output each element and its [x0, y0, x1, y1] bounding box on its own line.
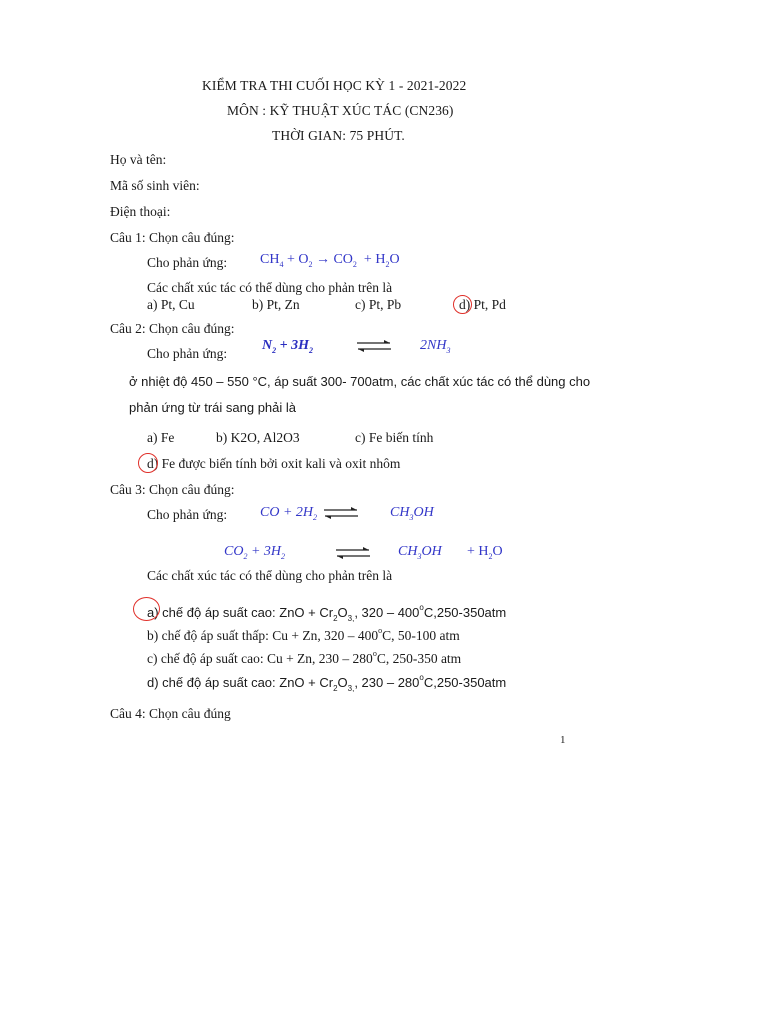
exam-title: KIỂM TRA THI CUỐI HỌC KỲ 1 - 2021-2022: [202, 78, 467, 93]
duration-line: THỜI GIAN: 75 PHÚT.: [272, 128, 405, 143]
q2-reaction-label: Cho phản ứng:: [147, 346, 228, 361]
q3-option-c: c) chế độ áp suất cao: Cu + Zn, 230 – 280$^o$C, 250-350 atm: [147, 649, 462, 666]
q3-reaction1-reactants: CO + $2H_2$: [260, 505, 318, 522]
q4-title: Câu 4: Chọn câu đúng: [110, 706, 231, 721]
name-field-label: Họ và tên:: [110, 152, 167, 167]
q2-option-b: b) K2O, Al2O3: [216, 430, 300, 445]
q3-equilibrium-arrow-2-icon: [335, 546, 371, 560]
q1-option-d: d) Pt, Pd: [459, 297, 506, 312]
q2-option-c: c) Fe biến tính: [355, 430, 434, 445]
q3-option-a: a) chế độ áp suất cao: ZnO + $Cr_2O_{3,}$, 320 – 400$^o$C,250-350atm: [147, 603, 507, 623]
q3-answer-circle: [133, 597, 160, 621]
q3-option-d: d) chế độ áp suất cao: ZnO + $Cr_2O_{3,}$, 230 – 280$^o$C,250-350atm: [147, 673, 507, 693]
q1-reaction-label: Cho phản ứng:: [147, 255, 228, 270]
q3-question: Các chất xúc tác có thể dùng cho phản trên là: [147, 568, 393, 583]
q2-condition-line2: phản ứng từ trái sang phải là: [129, 400, 297, 415]
q2-option-d: d) Fe được biến tính bởi oxit kali và oxit nhôm: [147, 456, 401, 471]
q3-reaction-label: Cho phản ứng:: [147, 507, 228, 522]
q3-title: Câu 3: Chọn câu đúng:: [110, 482, 235, 497]
q3-reaction2-product-methanol: $CH_3OH$: [398, 544, 442, 561]
q1-title: Câu 1: Chọn câu đúng:: [110, 230, 235, 245]
q1-option-a: a) Pt, Cu: [147, 297, 195, 312]
q2-title: Câu 2: Chọn câu đúng:: [110, 321, 235, 336]
q1-option-c: c) Pt, Pb: [355, 297, 402, 312]
student-id-field-label: Mã số sinh viên:: [110, 178, 200, 193]
page-number: 1: [560, 734, 566, 746]
q1-answer-circle: [453, 295, 472, 314]
q1-reaction-formula: $CH_4 + O_2 \to CO_2 + H_2O$: [260, 252, 400, 269]
q2-answer-circle: [138, 453, 158, 473]
q1-question: Các chất xúc tác có thể dùng cho phản trên là: [147, 280, 393, 295]
q2-option-a: a) Fe: [147, 430, 175, 445]
q2-reactants: $N_2 + 3H_2$: [262, 338, 313, 355]
q2-products: $2NH_3$: [420, 338, 451, 355]
q3-reaction1-product: $CH_3OH$: [390, 505, 434, 522]
phone-field-label: Điện thoại:: [110, 204, 171, 219]
q2-condition-line1: ở nhiệt độ 450 – 550 °C, áp suất 300- 700atm, các chất xúc tác có thể dùng cho: [129, 374, 591, 389]
q3-reaction2-product-water: + $H_2O$: [467, 544, 503, 561]
q3-equilibrium-arrow-1-icon: [323, 506, 359, 520]
subject-line: MÔN : KỸ THUẬT XÚC TÁC (CN236): [227, 103, 454, 118]
q3-reaction2-reactants: $CO_2 + 3H_2$: [224, 544, 286, 561]
q1-option-b: b) Pt, Zn: [252, 297, 300, 312]
q2-equilibrium-arrow-icon: [356, 338, 392, 354]
q3-option-b: b) chế độ áp suất thấp: Cu + Zn, 320 – 400$^o$C, 50-100 atm: [147, 626, 460, 643]
